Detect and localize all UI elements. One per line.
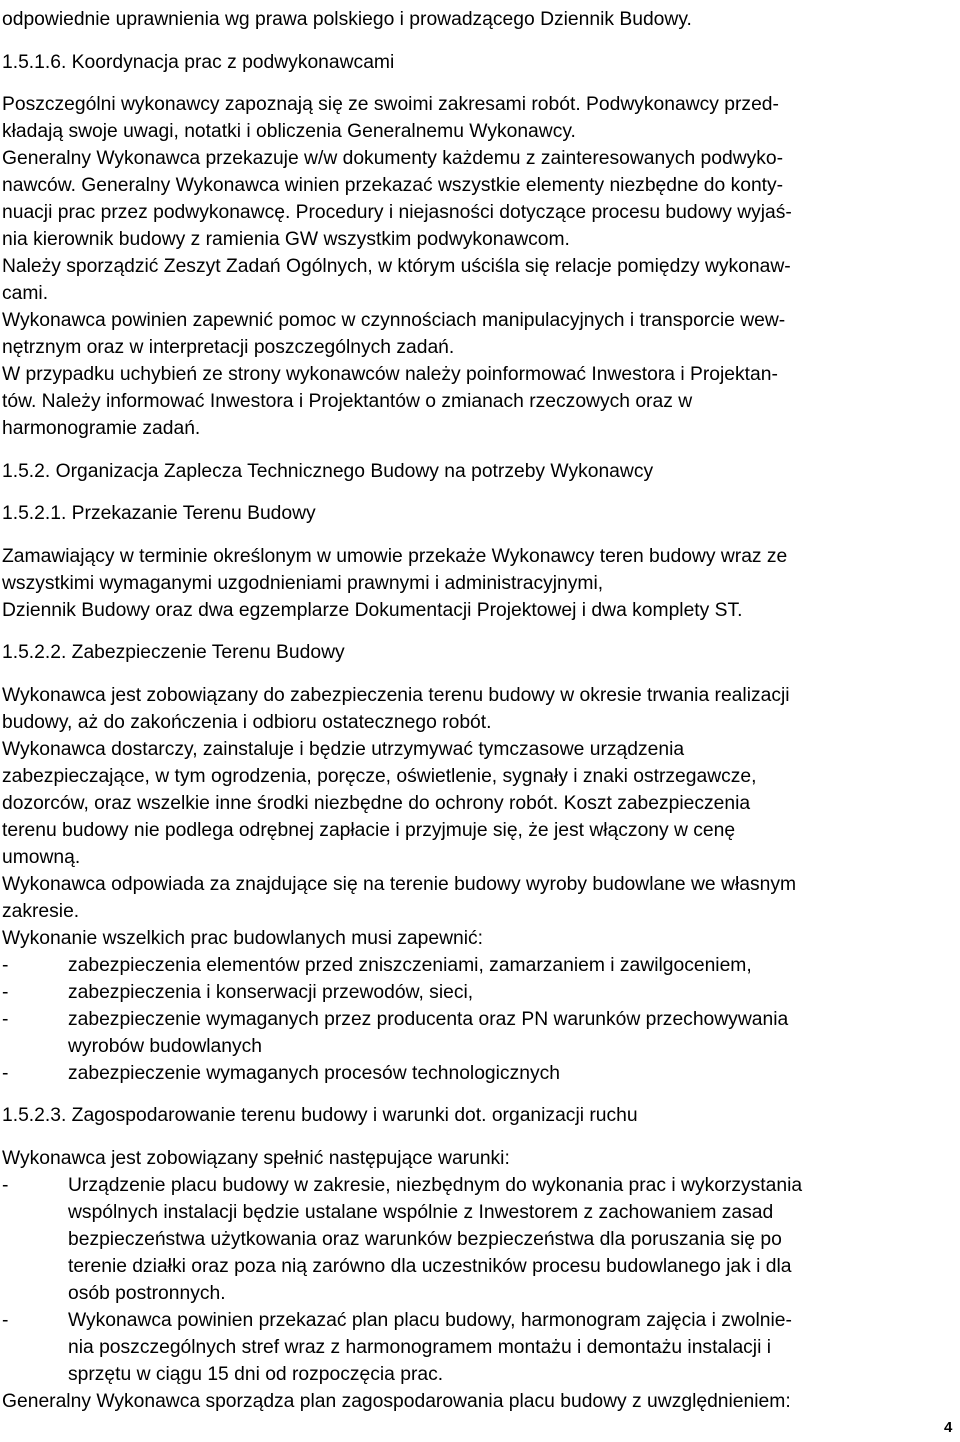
paragraph-line: Wykonawca odpowiada za znajdujące się na terenie budowy wyroby budowlane we własnym xyxy=(2,873,797,895)
list-item-line: zabezpieczenia i konserwacji przewodów, sieci, xyxy=(68,981,474,1003)
paragraph-line: umowną. xyxy=(2,846,81,868)
paragraph-line: nawców. Generalny Wykonawca winien przekazać wszystkie elementy niezbędne do konty- xyxy=(2,175,784,196)
paragraph-line: Generalny Wykonawca przekazuje w/w dokumenty każdemu z zainteresowanych podwyko- xyxy=(2,148,784,169)
paragraph-line: kładają swoje uwagi, notatki i obliczenia Generalnemu Wykonawcy. xyxy=(2,121,576,142)
section-heading-1-5-2-2: 1.5.2.2. Zabezpieczenie Terenu Budowy xyxy=(2,642,345,663)
bullet-dash: - xyxy=(2,1174,9,1196)
list-item-line: wyrobów budowlanych xyxy=(68,1035,262,1057)
bullet-dash: - xyxy=(2,1309,9,1331)
paragraph-line: terenu budowy nie podlega odrębnej zapłacie i przyjmuje się, że jest włączony w cenę xyxy=(2,819,736,841)
paragraph-line: cami. xyxy=(2,283,49,304)
paragraph-line: Wykonawca powinien zapewnić pomoc w czynnościach manipulacyjnych i transporcie wew- xyxy=(2,310,786,331)
paragraph-line: odpowiednie uprawnienia wg prawa polskiego i prowadzącego Dziennik Budowy. xyxy=(2,9,692,30)
list-item-line: zabezpieczenia elementów przed zniszczeniami, zamarzaniem i zawilgoceniem, xyxy=(68,954,752,976)
list-item-line: bezpieczeństwa użytkowania oraz warunków bezpieczeństwa dla poruszania się po xyxy=(68,1228,782,1250)
section-body-1-5-2-2 xyxy=(2,682,958,1087)
paragraph-line: Wykonawca jest zobowiązany do zabezpieczenia terenu budowy w okresie trwania realizacji xyxy=(2,684,790,706)
bullet-dash: - xyxy=(2,981,9,1003)
list-item-line: sprzętu w ciągu 15 dni od rozpoczęcia prac. xyxy=(68,1363,444,1385)
paragraph-line: Wykonanie wszelkich prac budowlanych musi zapewnić: xyxy=(2,927,484,949)
list-item xyxy=(2,1006,958,1060)
spacer xyxy=(2,1087,958,1103)
spacer xyxy=(2,33,958,49)
paragraph-line: wszystkimi wymaganymi uzgodnieniami prawnymi i administracyjnymi, xyxy=(2,572,604,594)
section-body-1-5-2-3 xyxy=(2,1145,958,1415)
list-item-line: terenie działki oraz poza nią zarówno dla uczestników procesu budowlanego jak i dla xyxy=(68,1255,792,1277)
paragraph-line: nuacji prac przez podwykonawcę. Procedury i niejasności dotyczące procesu budowy wyjaś- xyxy=(2,202,792,223)
paragraph-line: Wykonawca dostarczy, zainstaluje i będzie utrzymywać tymczasowe urządzenia xyxy=(2,738,685,760)
spacer xyxy=(2,1129,958,1145)
paragraph-line: harmonogramie zadań. xyxy=(2,418,201,439)
paragraph-line: zakresie. xyxy=(2,900,80,922)
section-heading-1-5-2-1: 1.5.2.1. Przekazanie Terenu Budowy xyxy=(2,503,316,524)
list-item xyxy=(2,1172,958,1307)
section-heading-1-5-2: 1.5.2. Organizacja Zaplecza Technicznego Budowy na potrzeby Wykonawcy xyxy=(2,460,654,482)
spacer xyxy=(2,527,958,543)
paragraph-line: W przypadku uchybień ze strony wykonawców należy poinformować Inwestora i Projektan- xyxy=(2,364,778,385)
spacer xyxy=(2,442,958,458)
section-body-1-5-2-1 xyxy=(2,543,958,624)
bullet-dash: - xyxy=(2,1008,9,1030)
bullet-dash: - xyxy=(2,1062,9,1084)
section-heading-1-5-1-6: 1.5.1.6. Koordynacja prac z podwykonawcami xyxy=(2,51,395,73)
list-item-line: zabezpieczenie wymaganych procesów technologicznych xyxy=(68,1062,560,1084)
paragraph-line: nętrznym oraz w interpretacji poszczególnych zadań. xyxy=(2,337,455,358)
list-item xyxy=(2,979,958,1006)
paragraph-line: Zamawiający w terminie określonym w umowie przekaże Wykonawcy teren budowy wraz ze xyxy=(2,545,788,567)
spacer xyxy=(2,624,958,640)
paragraph-line: Poszczególni wykonawcy zapoznają się ze swoimi zakresami robót. Podwykonawcy przed- xyxy=(2,94,779,115)
document-page xyxy=(2,6,958,1415)
paragraph-line: Wykonawca jest zobowiązany spełnić następujące warunki: xyxy=(2,1147,510,1169)
list-item-line: Urządzenie placu budowy w zakresie, niezbędnym do wykonania prac i wykorzystania xyxy=(68,1174,803,1196)
list-item-line: osób postronnych. xyxy=(68,1282,226,1304)
list-item xyxy=(2,1060,958,1087)
list-item-line: wspólnych instalacji będzie ustalane wspólnie z Inwestorem z zachowaniem zasad xyxy=(68,1201,774,1223)
paragraph-line: Dziennik Budowy oraz dwa egzemplarze Dokumentacji Projektowej i dwa komplety ST. xyxy=(2,599,743,621)
paragraph-line: zabezpieczające, w tym ogrodzenia, poręcze, oświetlenie, sygnały i znaki ostrzegawcze, xyxy=(2,765,757,787)
list-item-line: nia poszczególnych stref wraz z harmonogramem montażu i demontażu instalacji i xyxy=(68,1336,772,1358)
list-item-line: Wykonawca powinien przekazać plan placu budowy, harmonogram zajęcia i zwolnie- xyxy=(68,1309,792,1331)
spacer xyxy=(2,666,958,682)
paragraph-line: budowy, aż do zakończenia i odbioru ostatecznego robót. xyxy=(2,711,492,733)
paragraph-line: dozorców, oraz wszelkie inne środki niezbędne do ochrony robót. Koszt zabezpieczenia xyxy=(2,792,751,814)
paragraph-line: tów. Należy informować Inwestora i Projektantów o zmianach rzeczowych oraz w xyxy=(2,391,693,412)
paragraph-line: Generalny Wykonawca sporządza plan zagospodarowania placu budowy z uwzględnieniem: xyxy=(2,1390,791,1412)
spacer xyxy=(2,76,958,92)
list-item-line: zabezpieczenie wymaganych przez producenta oraz PN warunków przechowywania xyxy=(68,1008,789,1030)
spacer xyxy=(2,485,958,501)
section-heading-1-5-2-3: 1.5.2.3. Zagospodarowanie terenu budowy i warunki dot. organizacji ruchu xyxy=(2,1105,638,1126)
page-number: 4 xyxy=(944,1419,953,1436)
paragraph-line: Należy sporządzić Zeszyt Zadań Ogólnych, w którym uściśla się relacje pomiędzy wykonaw- xyxy=(2,256,791,277)
list-item xyxy=(2,952,958,979)
section-body-1-5-1-6 xyxy=(2,91,958,442)
list-item xyxy=(2,1307,958,1388)
bullet-dash: - xyxy=(2,954,9,976)
paragraph-line: nia kierownik budowy z ramienia GW wszystkim podwykonawcom. xyxy=(2,229,570,250)
